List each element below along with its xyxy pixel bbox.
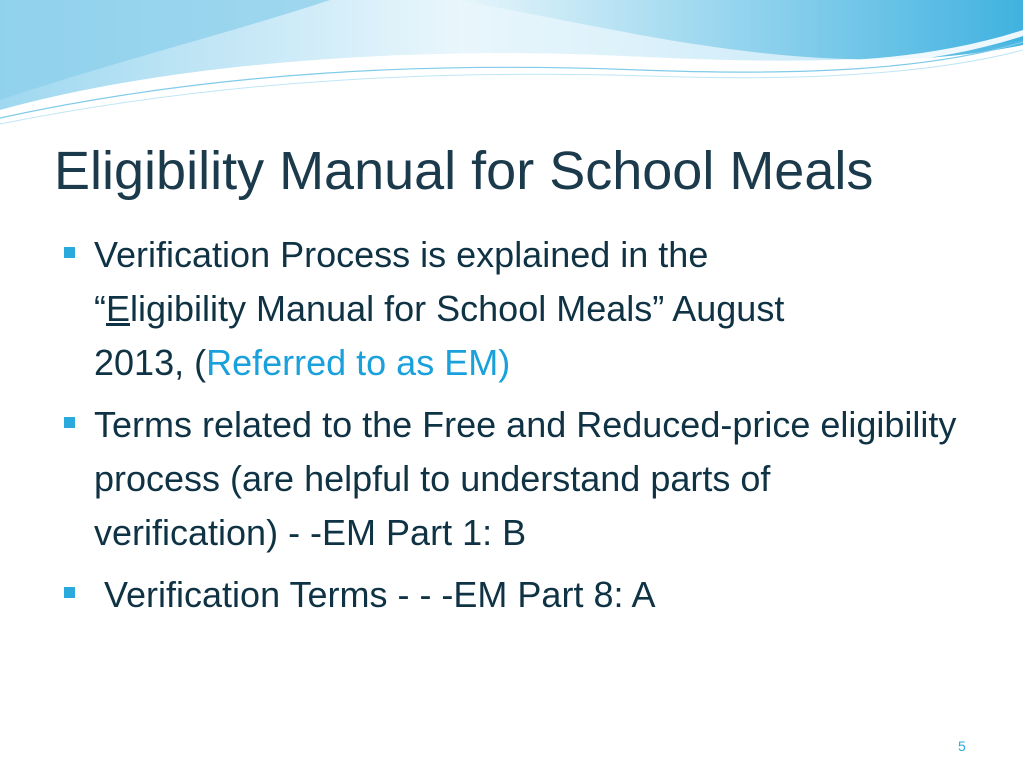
page-number: 5 — [958, 738, 966, 754]
slide-title: Eligibility Manual for School Meals — [54, 141, 874, 201]
square-bullet-icon — [64, 247, 75, 258]
square-bullet-icon — [64, 417, 75, 428]
bullet-list — [64, 228, 964, 630]
quote-open: “ — [94, 288, 106, 329]
bullet-text: Terms related to the Free and Reduced-price eligibility process (are helpful to understand parts of verification) - -EM Part 1: B — [94, 404, 957, 553]
referred-as-em-note: Referred to as EM) — [206, 342, 511, 383]
bullet-text-line1: Verification Process is explained in the — [94, 234, 709, 275]
bullet-text: Verification Terms - - -EM Part 8: A — [94, 574, 656, 615]
underlined-letter: E — [106, 288, 131, 329]
bullet-item — [64, 398, 964, 560]
square-bullet-icon — [64, 587, 75, 598]
bullet-item — [64, 568, 964, 622]
bullet-text-line2: ligibility Manual for School Meals” August — [130, 288, 785, 329]
bullet-text-line3-prefix: 2013, ( — [94, 342, 207, 383]
header-wave-decoration — [0, 0, 1023, 130]
bullet-item — [64, 228, 964, 390]
